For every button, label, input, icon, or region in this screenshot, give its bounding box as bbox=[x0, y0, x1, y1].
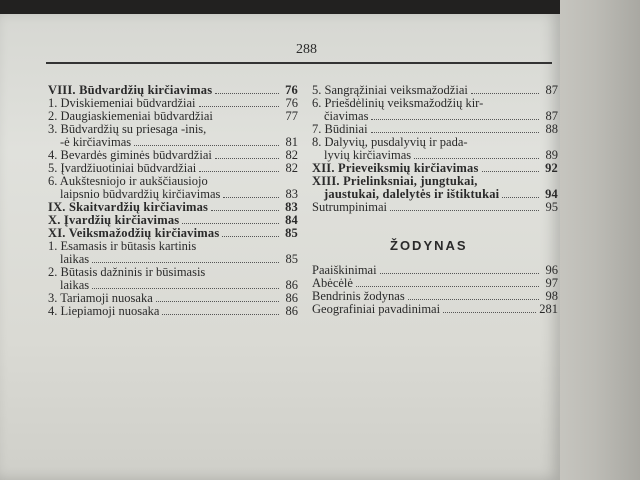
dot-leader bbox=[371, 119, 539, 120]
toc-entry-text: 4. Liepiamoji nuosaka bbox=[48, 305, 160, 318]
dot-leader bbox=[414, 158, 539, 159]
dot-leader bbox=[380, 273, 539, 274]
toc-page-number: 92 bbox=[545, 161, 558, 175]
toc-entry bbox=[312, 110, 558, 123]
toc-page-number: 85 bbox=[285, 252, 298, 266]
toc-entry bbox=[48, 292, 298, 305]
toc-page-number: 81 bbox=[285, 135, 298, 149]
toc-entry-text: Paaiškinimai bbox=[312, 264, 377, 277]
toc-entry bbox=[48, 214, 298, 227]
section-heading: ŽODYNAS bbox=[390, 238, 468, 253]
toc-entry-continuation: laikas bbox=[60, 279, 90, 292]
toc-entry bbox=[312, 290, 558, 303]
toc-entry-text: IX. Skaitvardžių kirčiavimas bbox=[48, 201, 209, 214]
toc-entry bbox=[312, 303, 558, 316]
toc-entry-text: 1. Esamasis ir būtasis kartinis bbox=[48, 239, 197, 253]
toc-entry bbox=[48, 149, 298, 162]
toc-page-number: 82 bbox=[285, 148, 298, 162]
toc-entry bbox=[312, 149, 558, 162]
dot-leader bbox=[371, 132, 539, 133]
toc-entry-continuation: lyvių kirčiavimas bbox=[324, 149, 412, 162]
toc-page-number: 97 bbox=[545, 276, 558, 290]
toc-entry bbox=[48, 305, 298, 318]
toc-entry-continuation: čiavimas bbox=[324, 110, 369, 123]
dot-leader bbox=[92, 288, 279, 289]
toc-entry-continuation: laikas bbox=[60, 253, 90, 266]
toc-entry-text: 2. Daugiaskiemeniai būdvardžiai bbox=[48, 110, 213, 123]
adjacent-page-edge bbox=[548, 0, 640, 480]
toc-page-number: 83 bbox=[285, 200, 298, 214]
dot-leader bbox=[502, 197, 539, 198]
dot-leader bbox=[356, 286, 539, 287]
toc-page-number: 96 bbox=[545, 263, 558, 277]
toc-entry-text: 8. Dalyvių, pusdalyvių ir pada- bbox=[312, 135, 468, 149]
toc-entry-continuation: laipsnio būdvardžių kirčiavimas bbox=[60, 188, 221, 201]
toc-entry-continuation: jaustukai, dalelytės ir ištiktukai bbox=[324, 188, 500, 201]
toc-page-number: 88 bbox=[545, 122, 558, 136]
toc-entry-text: X. Įvardžių kirčiavimas bbox=[48, 214, 180, 227]
toc-entry-text: VIII. Būdvardžių kirčiavimas bbox=[48, 84, 213, 97]
toc-page-number: 89 bbox=[545, 148, 558, 162]
dot-leader bbox=[199, 106, 279, 107]
toc-entry bbox=[312, 188, 558, 201]
toc-entry bbox=[48, 97, 298, 110]
dictionary-toc bbox=[312, 264, 558, 316]
dot-leader bbox=[199, 171, 279, 172]
toc-page-number: 82 bbox=[285, 161, 298, 175]
toc-page-number: 86 bbox=[285, 304, 298, 318]
toc-entry-text: 3. Tariamoji nuosaka bbox=[48, 292, 153, 305]
toc-page-number: 83 bbox=[285, 187, 298, 201]
toc-entry-text: Abėcėlė bbox=[312, 277, 353, 290]
toc-entry bbox=[48, 136, 298, 149]
toc-page-number: 86 bbox=[285, 291, 298, 305]
toc-entry-text: 5. Sangrąžiniai veiksmažodžiai bbox=[312, 84, 468, 97]
dot-leader bbox=[211, 210, 279, 211]
dot-leader bbox=[443, 312, 536, 313]
dot-leader bbox=[92, 262, 279, 263]
toc-entry-text: Geografiniai pavadinimai bbox=[312, 303, 441, 316]
toc-page-number: 77 bbox=[285, 109, 298, 123]
toc-entry-text: Sutrumpinimai bbox=[312, 201, 387, 214]
dot-leader bbox=[471, 93, 539, 94]
dot-leader bbox=[482, 171, 539, 172]
toc-page-number: 87 bbox=[545, 83, 558, 97]
toc-left-column bbox=[48, 84, 298, 318]
toc-page-number: 84 bbox=[285, 213, 298, 227]
toc-entry-text: 6. Aukštesniojo ir aukščiausiojo bbox=[48, 174, 208, 188]
toc-entry-text: 4. Bevardės giminės būdvardžiai bbox=[48, 149, 212, 162]
toc-entry-text: Bendrinis žodynas bbox=[312, 290, 405, 303]
toc-entry-text: 3. Būdvardžių su priesaga -inis, bbox=[48, 122, 207, 136]
toc-entry bbox=[48, 84, 298, 97]
toc-page-number: 281 bbox=[539, 302, 558, 316]
toc-page-number: 87 bbox=[545, 109, 558, 123]
toc-entry bbox=[48, 201, 298, 214]
toc-page-number: 86 bbox=[285, 278, 298, 292]
top-shadow bbox=[0, 0, 560, 14]
toc-entry-text: 1. Dviskiemeniai būdvardžiai bbox=[48, 97, 196, 110]
toc-entry-text: XIII. Prielinksniai, jungtukai, bbox=[312, 174, 478, 188]
dot-leader bbox=[408, 299, 539, 300]
toc-entry bbox=[312, 264, 558, 277]
dot-leader bbox=[222, 236, 279, 237]
toc-page-number: 76 bbox=[285, 83, 298, 97]
toc-page-number: 94 bbox=[545, 187, 558, 201]
dot-leader bbox=[215, 158, 279, 159]
dot-leader bbox=[223, 197, 279, 198]
toc-entry-text: 6. Priešdėlinių veiksmažodžių kir- bbox=[312, 96, 484, 110]
toc-entry bbox=[312, 277, 558, 290]
toc-page-number: 95 bbox=[545, 200, 558, 214]
toc-entry bbox=[48, 279, 298, 292]
toc-page-number: 98 bbox=[545, 289, 558, 303]
dot-leader bbox=[162, 314, 279, 315]
toc-page-number: 76 bbox=[285, 96, 298, 110]
dot-leader bbox=[390, 210, 539, 211]
toc-entry-text: 2. Būtasis dažninis ir būsimasis bbox=[48, 265, 206, 279]
toc-right-column bbox=[312, 84, 558, 214]
dot-leader bbox=[134, 145, 279, 146]
toc-page-number: 85 bbox=[285, 226, 298, 240]
page-number: 288 bbox=[296, 42, 317, 57]
dot-leader bbox=[215, 93, 279, 94]
toc-entry-text: XI. Veiksmažodžių kirčiavimas bbox=[48, 227, 220, 240]
toc-entry bbox=[312, 201, 558, 214]
toc-entry-text: XII. Prieveiksmių kirčiavimas bbox=[312, 162, 479, 175]
toc-entry bbox=[48, 188, 298, 201]
toc-entry-continuation: -ė kirčiavimas bbox=[60, 136, 132, 149]
header-rule bbox=[46, 62, 552, 64]
toc-entry-text: 7. Būdiniai bbox=[312, 123, 368, 136]
dot-leader bbox=[182, 223, 279, 224]
dot-leader bbox=[156, 301, 279, 302]
toc-entry-text: 5. Įvardžiuotiniai būdvardžiai bbox=[48, 162, 197, 175]
